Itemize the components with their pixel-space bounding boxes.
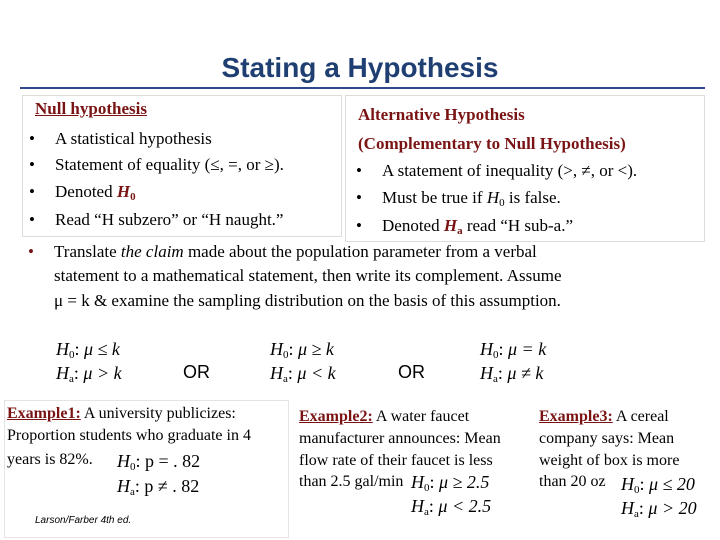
null-bullet-2: Statement of equality (≤, =, or ≥).	[55, 155, 284, 174]
example-1-line-2: Proportion students who graduate in 4	[7, 427, 251, 444]
example-1-h0: $H_0$: p = . 82	[117, 451, 201, 473]
null-bullet-4: Read “H subzero” or “H naught.”	[55, 210, 284, 229]
pair-1-ha: $H_a$: μ > k	[56, 363, 122, 385]
example-1-line-3: years is 82%.	[7, 451, 93, 468]
or-label-2: OR	[398, 362, 425, 382]
credit-text: Larson/Farber 4th ed.	[35, 515, 132, 526]
example-3-h0: $H_0$: μ ≤ 20	[621, 474, 695, 496]
alt-heading-1: Alternative Hypothesis	[358, 105, 525, 124]
example-3-line-1: Example3: A cereal	[539, 408, 669, 425]
example-2-box	[297, 402, 533, 532]
example-3-box	[537, 402, 717, 536]
example-2-ha: $H_a$: μ < 2.5	[411, 496, 492, 518]
alt-bullet-1: A statement of inequality (>, ≠, or <).	[382, 161, 638, 180]
translate-line-2: statement to a mathematical statement, then write its complement. Assume	[54, 266, 562, 285]
pair-3-ha: $H_a$: μ ≠ k	[480, 363, 544, 385]
title-underline	[20, 87, 705, 89]
pair-2-ha: $H_a$: μ < k	[270, 363, 336, 385]
example-2-line-4: than 2.5 gal/min	[299, 473, 404, 490]
example-1-box	[4, 400, 289, 538]
or-label-1: OR	[183, 362, 210, 382]
example-2-h0: $H_0$: μ ≥ 2.5	[411, 472, 490, 494]
example-3-ha: $H_a$: μ > 20	[621, 498, 697, 520]
null-bullet-3: Denoted	[55, 182, 117, 201]
example-3-line-3: weight of box is more	[539, 452, 680, 469]
example-3-line-2: company says: Mean	[539, 430, 675, 447]
pair-2-h0: $H_0$: μ ≥ k	[270, 339, 334, 361]
null-bullet-1: A statistical hypothesis	[55, 129, 212, 148]
alt-heading-2: (Complementary to Null Hypothesis)	[358, 134, 626, 153]
example-2-line-3: flow rate of their faucet is less	[299, 452, 493, 469]
example-1-ha: $H_a$: p ≠ . 82	[117, 476, 200, 498]
translate-line-3: μ = k & examine the sampling distribution on the basis of this assumption.	[54, 291, 561, 310]
null-heading: Null hypothesis	[35, 99, 147, 118]
pair-3-h0: $H_0$: μ = k	[480, 339, 547, 361]
alt-bullet-2: Must be true if $H_0$ is false.	[382, 188, 561, 209]
null-hypothesis-box: Null hypothesis • A statistical hypothesis • Statement of equality (≤, =, or ≥). • Denoted $H_0$ • Read “H subzero” or “H naught.”	[22, 95, 342, 237]
alt-bullet-3: Denoted $H_a$ read “H sub-a.”	[382, 216, 574, 237]
translate-bullet: •	[28, 242, 34, 261]
example-1-line-1: Example1: A university publicizes:	[7, 405, 236, 422]
alt-hypothesis-box: Alternative Hypothesis (Complementary to Null Hypothesis) • A statement of inequality (>, ≠, or <). • Must be true if $H_0$ is false. • Denoted $H_a$ read “H sub-a.”	[345, 95, 705, 242]
example-2-line-1: Example2: A water faucet	[299, 408, 470, 425]
example-2-line-2: manufacturer announces: Mean	[299, 430, 501, 447]
pair-1-h0: $H_0$: μ ≤ k	[56, 339, 120, 361]
example-3-line-4: than 20 oz	[539, 473, 606, 490]
slide-title: Stating a Hypothesis	[221, 52, 499, 83]
translate-line-1: Translate the claim made about the population parameter from a verbal	[54, 242, 537, 261]
